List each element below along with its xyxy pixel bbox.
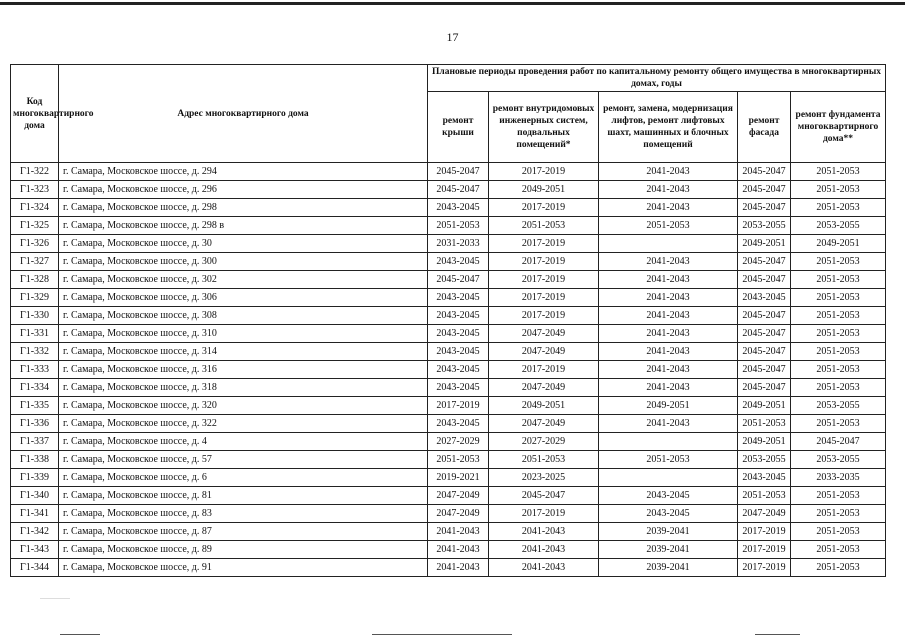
foundation-period-cell: 2051-2053 bbox=[791, 163, 886, 181]
foundation-period-cell: 2051-2053 bbox=[791, 523, 886, 541]
engineering-period-cell: 2017-2019 bbox=[489, 235, 599, 253]
roof-period-cell: 2043-2045 bbox=[428, 415, 489, 433]
foundation-period-cell: 2053-2055 bbox=[791, 217, 886, 235]
elevator-period-cell: 2041-2043 bbox=[599, 379, 738, 397]
code-cell: Г1-335 bbox=[11, 397, 59, 415]
roof-period-cell: 2045-2047 bbox=[428, 271, 489, 289]
foundation-period-cell: 2049-2051 bbox=[791, 235, 886, 253]
elevator-period-cell: 2041-2043 bbox=[599, 271, 738, 289]
elevator-period-cell bbox=[599, 433, 738, 451]
engineering-period-cell: 2047-2049 bbox=[489, 343, 599, 361]
table-row bbox=[11, 199, 886, 217]
header-code: Код многоквартирного дома bbox=[11, 65, 59, 163]
code-cell: Г1-343 bbox=[11, 541, 59, 559]
engineering-period-cell: 2017-2019 bbox=[489, 253, 599, 271]
address-cell: г. Самара, Московское шоссе, д. 294 bbox=[59, 163, 428, 181]
code-cell: Г1-331 bbox=[11, 325, 59, 343]
facade-period-cell: 2043-2045 bbox=[738, 289, 791, 307]
header-elevator-repair: ремонт, замена, модернизация лифтов, ремонт лифтовых шахт, машинных и блочных помещений bbox=[599, 92, 738, 163]
elevator-period-cell: 2049-2051 bbox=[599, 397, 738, 415]
address-cell: г. Самара, Московское шоссе, д. 296 bbox=[59, 181, 428, 199]
engineering-period-cell: 2047-2049 bbox=[489, 379, 599, 397]
address-cell: г. Самара, Московское шоссе, д. 300 bbox=[59, 253, 428, 271]
address-cell: г. Самара, Московское шоссе, д. 298 в bbox=[59, 217, 428, 235]
foundation-period-cell: 2051-2053 bbox=[791, 487, 886, 505]
roof-period-cell: 2041-2043 bbox=[428, 559, 489, 577]
address-cell: г. Самара, Московское шоссе, д. 310 bbox=[59, 325, 428, 343]
roof-period-cell: 2051-2053 bbox=[428, 217, 489, 235]
repair-schedule-table bbox=[10, 64, 886, 577]
table-row bbox=[11, 451, 886, 469]
address-cell: г. Самара, Московское шоссе, д. 89 bbox=[59, 541, 428, 559]
roof-period-cell: 2043-2045 bbox=[428, 289, 489, 307]
foundation-period-cell: 2051-2053 bbox=[791, 379, 886, 397]
table-row bbox=[11, 379, 886, 397]
elevator-period-cell: 2041-2043 bbox=[599, 253, 738, 271]
address-cell: г. Самара, Московское шоссе, д. 87 bbox=[59, 523, 428, 541]
header-engineering-systems-repair: ремонт внутридомовых инженерных систем, подвальных помещений* bbox=[489, 92, 599, 163]
engineering-period-cell: 2049-2051 bbox=[489, 181, 599, 199]
engineering-period-cell: 2051-2053 bbox=[489, 451, 599, 469]
foundation-period-cell: 2051-2053 bbox=[791, 253, 886, 271]
foundation-period-cell: 2051-2053 bbox=[791, 181, 886, 199]
header-facade-repair: ремонт фасада bbox=[738, 92, 791, 163]
facade-period-cell: 2045-2047 bbox=[738, 199, 791, 217]
facade-period-cell: 2049-2051 bbox=[738, 433, 791, 451]
roof-period-cell: 2041-2043 bbox=[428, 541, 489, 559]
elevator-period-cell: 2041-2043 bbox=[599, 307, 738, 325]
foundation-period-cell: 2051-2053 bbox=[791, 325, 886, 343]
elevator-period-cell: 2039-2041 bbox=[599, 541, 738, 559]
address-cell: г. Самара, Московское шоссе, д. 322 bbox=[59, 415, 428, 433]
code-cell: Г1-324 bbox=[11, 199, 59, 217]
code-cell: Г1-325 bbox=[11, 217, 59, 235]
engineering-period-cell: 2051-2053 bbox=[489, 217, 599, 235]
facade-period-cell: 2045-2047 bbox=[738, 253, 791, 271]
table-row bbox=[11, 397, 886, 415]
roof-period-cell: 2017-2019 bbox=[428, 397, 489, 415]
bottom-rule-middle bbox=[372, 634, 512, 635]
elevator-period-cell: 2051-2053 bbox=[599, 451, 738, 469]
elevator-period-cell: 2041-2043 bbox=[599, 289, 738, 307]
roof-period-cell: 2043-2045 bbox=[428, 343, 489, 361]
roof-period-cell: 2045-2047 bbox=[428, 181, 489, 199]
address-cell: г. Самара, Московское шоссе, д. 81 bbox=[59, 487, 428, 505]
engineering-period-cell: 2041-2043 bbox=[489, 541, 599, 559]
header-roof-repair: ремонт крыши bbox=[428, 92, 489, 163]
facade-period-cell: 2017-2019 bbox=[738, 559, 791, 577]
code-cell: Г1-341 bbox=[11, 505, 59, 523]
address-cell: г. Самара, Московское шоссе, д. 318 bbox=[59, 379, 428, 397]
code-cell: Г1-338 bbox=[11, 451, 59, 469]
facade-period-cell: 2017-2019 bbox=[738, 523, 791, 541]
foundation-period-cell: 2051-2053 bbox=[791, 343, 886, 361]
address-cell: г. Самара, Московское шоссе, д. 320 bbox=[59, 397, 428, 415]
table-row bbox=[11, 217, 886, 235]
table-row bbox=[11, 559, 886, 577]
bottom-rule-right bbox=[755, 634, 800, 635]
address-cell: г. Самара, Московское шоссе, д. 57 bbox=[59, 451, 428, 469]
address-cell: г. Самара, Московское шоссе, д. 314 bbox=[59, 343, 428, 361]
foundation-period-cell: 2051-2053 bbox=[791, 541, 886, 559]
code-cell: Г1-330 bbox=[11, 307, 59, 325]
engineering-period-cell: 2045-2047 bbox=[489, 487, 599, 505]
engineering-period-cell: 2017-2019 bbox=[489, 199, 599, 217]
roof-period-cell: 2047-2049 bbox=[428, 487, 489, 505]
engineering-period-cell: 2017-2019 bbox=[489, 361, 599, 379]
facade-period-cell: 2051-2053 bbox=[738, 415, 791, 433]
elevator-period-cell: 2043-2045 bbox=[599, 505, 738, 523]
code-cell: Г1-333 bbox=[11, 361, 59, 379]
address-cell: г. Самара, Московское шоссе, д. 83 bbox=[59, 505, 428, 523]
facade-period-cell: 2049-2051 bbox=[738, 397, 791, 415]
table-row bbox=[11, 469, 886, 487]
elevator-period-cell: 2051-2053 bbox=[599, 217, 738, 235]
roof-period-cell: 2051-2053 bbox=[428, 451, 489, 469]
table-row bbox=[11, 505, 886, 523]
roof-period-cell: 2041-2043 bbox=[428, 523, 489, 541]
table-row bbox=[11, 433, 886, 451]
code-cell: Г1-328 bbox=[11, 271, 59, 289]
roof-period-cell: 2019-2021 bbox=[428, 469, 489, 487]
foundation-period-cell: 2051-2053 bbox=[791, 271, 886, 289]
code-cell: Г1-327 bbox=[11, 253, 59, 271]
code-cell: Г1-329 bbox=[11, 289, 59, 307]
facade-period-cell: 2045-2047 bbox=[738, 379, 791, 397]
header-address: Адрес многоквартирного дома bbox=[59, 65, 428, 163]
facade-period-cell: 2045-2047 bbox=[738, 325, 791, 343]
elevator-period-cell: 2041-2043 bbox=[599, 163, 738, 181]
address-cell: г. Самара, Московское шоссе, д. 316 bbox=[59, 361, 428, 379]
page-number: 17 bbox=[446, 30, 459, 44]
engineering-period-cell: 2041-2043 bbox=[489, 559, 599, 577]
engineering-period-cell: 2041-2043 bbox=[489, 523, 599, 541]
table-row bbox=[11, 325, 886, 343]
roof-period-cell: 2043-2045 bbox=[428, 325, 489, 343]
roof-period-cell: 2043-2045 bbox=[428, 253, 489, 271]
roof-period-cell: 2045-2047 bbox=[428, 163, 489, 181]
table-row bbox=[11, 181, 886, 199]
engineering-period-cell: 2017-2019 bbox=[489, 307, 599, 325]
roof-period-cell: 2043-2045 bbox=[428, 307, 489, 325]
code-cell: Г1-344 bbox=[11, 559, 59, 577]
elevator-period-cell bbox=[599, 235, 738, 253]
engineering-period-cell: 2017-2019 bbox=[489, 271, 599, 289]
roof-period-cell: 2043-2045 bbox=[428, 379, 489, 397]
address-cell: г. Самара, Московское шоссе, д. 306 bbox=[59, 289, 428, 307]
address-cell: г. Самара, Московское шоссе, д. 298 bbox=[59, 199, 428, 217]
engineering-period-cell: 2017-2019 bbox=[489, 505, 599, 523]
facade-period-cell: 2045-2047 bbox=[738, 181, 791, 199]
address-cell: г. Самара, Московское шоссе, д. 6 bbox=[59, 469, 428, 487]
foundation-period-cell: 2051-2053 bbox=[791, 199, 886, 217]
roof-period-cell: 2043-2045 bbox=[428, 361, 489, 379]
elevator-period-cell: 2039-2041 bbox=[599, 523, 738, 541]
table-row bbox=[11, 289, 886, 307]
elevator-period-cell: 2041-2043 bbox=[599, 361, 738, 379]
facade-period-cell: 2049-2051 bbox=[738, 235, 791, 253]
table-row bbox=[11, 361, 886, 379]
header-foundation-repair: ремонт фундамента многоквартирного дома** bbox=[791, 92, 886, 163]
elevator-period-cell bbox=[599, 469, 738, 487]
code-cell: Г1-332 bbox=[11, 343, 59, 361]
facade-period-cell: 2043-2045 bbox=[738, 469, 791, 487]
address-cell: г. Самара, Московское шоссе, д. 308 bbox=[59, 307, 428, 325]
code-cell: Г1-340 bbox=[11, 487, 59, 505]
facade-period-cell: 2045-2047 bbox=[738, 343, 791, 361]
table-row bbox=[11, 487, 886, 505]
top-rule bbox=[0, 2, 905, 5]
elevator-period-cell: 2043-2045 bbox=[599, 487, 738, 505]
engineering-period-cell: 2047-2049 bbox=[489, 415, 599, 433]
facade-period-cell: 2045-2047 bbox=[738, 361, 791, 379]
engineering-period-cell: 2017-2019 bbox=[489, 163, 599, 181]
foundation-period-cell: 2051-2053 bbox=[791, 307, 886, 325]
facade-period-cell: 2045-2047 bbox=[738, 271, 791, 289]
table-row bbox=[11, 271, 886, 289]
facade-period-cell: 2045-2047 bbox=[738, 163, 791, 181]
code-cell: Г1-342 bbox=[11, 523, 59, 541]
engineering-period-cell: 2027-2029 bbox=[489, 433, 599, 451]
scan-mark bbox=[40, 598, 70, 599]
roof-period-cell: 2027-2029 bbox=[428, 433, 489, 451]
table-row bbox=[11, 523, 886, 541]
table-row bbox=[11, 415, 886, 433]
table-row bbox=[11, 343, 886, 361]
engineering-period-cell: 2023-2025 bbox=[489, 469, 599, 487]
elevator-period-cell: 2041-2043 bbox=[599, 415, 738, 433]
facade-period-cell: 2053-2055 bbox=[738, 451, 791, 469]
foundation-period-cell: 2033-2035 bbox=[791, 469, 886, 487]
code-cell: Г1-334 bbox=[11, 379, 59, 397]
code-cell: Г1-326 bbox=[11, 235, 59, 253]
code-cell: Г1-323 bbox=[11, 181, 59, 199]
elevator-period-cell: 2039-2041 bbox=[599, 559, 738, 577]
table-row bbox=[11, 163, 886, 181]
address-cell: г. Самара, Московское шоссе, д. 4 bbox=[59, 433, 428, 451]
engineering-period-cell: 2047-2049 bbox=[489, 325, 599, 343]
code-cell: Г1-336 bbox=[11, 415, 59, 433]
code-cell: Г1-322 bbox=[11, 163, 59, 181]
table-row bbox=[11, 235, 886, 253]
facade-period-cell: 2047-2049 bbox=[738, 505, 791, 523]
foundation-period-cell: 2051-2053 bbox=[791, 289, 886, 307]
address-cell: г. Самара, Московское шоссе, д. 302 bbox=[59, 271, 428, 289]
bottom-rule-left bbox=[60, 634, 100, 635]
roof-period-cell: 2047-2049 bbox=[428, 505, 489, 523]
roof-period-cell: 2043-2045 bbox=[428, 199, 489, 217]
code-cell: Г1-337 bbox=[11, 433, 59, 451]
engineering-period-cell: 2049-2051 bbox=[489, 397, 599, 415]
code-cell: Г1-339 bbox=[11, 469, 59, 487]
elevator-period-cell: 2041-2043 bbox=[599, 325, 738, 343]
header-planned-periods: Плановые периоды проведения работ по капитальному ремонту общего имущества в многоквартирных домах, годы bbox=[428, 65, 886, 92]
foundation-period-cell: 2051-2053 bbox=[791, 559, 886, 577]
foundation-period-cell: 2051-2053 bbox=[791, 361, 886, 379]
facade-period-cell: 2051-2053 bbox=[738, 487, 791, 505]
facade-period-cell: 2045-2047 bbox=[738, 307, 791, 325]
elevator-period-cell: 2041-2043 bbox=[599, 343, 738, 361]
table-row bbox=[11, 541, 886, 559]
foundation-period-cell: 2053-2055 bbox=[791, 451, 886, 469]
table-row bbox=[11, 307, 886, 325]
facade-period-cell: 2017-2019 bbox=[738, 541, 791, 559]
roof-period-cell: 2031-2033 bbox=[428, 235, 489, 253]
elevator-period-cell: 2041-2043 bbox=[599, 181, 738, 199]
facade-period-cell: 2053-2055 bbox=[738, 217, 791, 235]
address-cell: г. Самара, Московское шоссе, д. 30 bbox=[59, 235, 428, 253]
foundation-period-cell: 2053-2055 bbox=[791, 397, 886, 415]
foundation-period-cell: 2051-2053 bbox=[791, 415, 886, 433]
foundation-period-cell: 2051-2053 bbox=[791, 505, 886, 523]
address-cell: г. Самара, Московское шоссе, д. 91 bbox=[59, 559, 428, 577]
table-row bbox=[11, 253, 886, 271]
foundation-period-cell: 2045-2047 bbox=[791, 433, 886, 451]
elevator-period-cell: 2041-2043 bbox=[599, 199, 738, 217]
engineering-period-cell: 2017-2019 bbox=[489, 289, 599, 307]
